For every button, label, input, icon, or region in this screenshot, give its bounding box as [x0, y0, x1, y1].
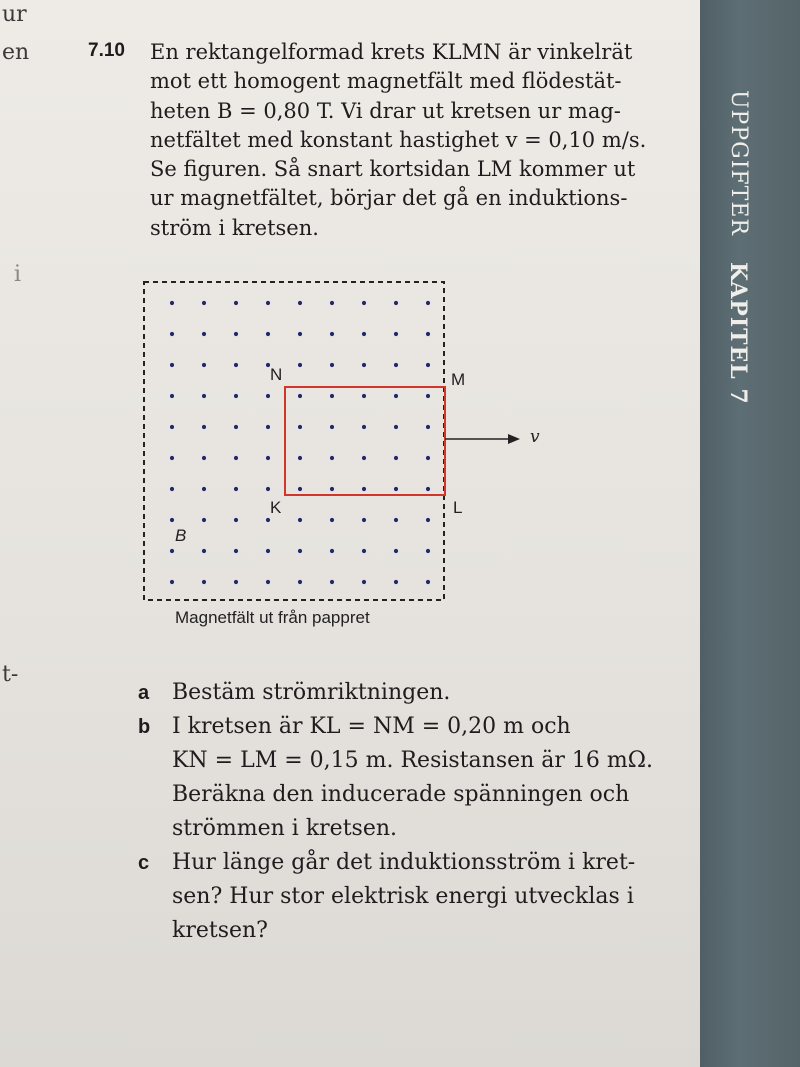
- margin-fragment: en: [2, 40, 30, 65]
- field-dot: [426, 363, 430, 367]
- field-dot: [330, 332, 334, 336]
- field-dot: [234, 394, 238, 398]
- field-dot: [394, 394, 398, 398]
- label-n: N: [270, 365, 283, 384]
- field-dot: [202, 487, 206, 491]
- field-dot: [202, 363, 206, 367]
- field-dot: [266, 518, 270, 522]
- field-dot: [202, 518, 206, 522]
- field-dot: [202, 332, 206, 336]
- field-dot: [298, 518, 302, 522]
- field-dot: [362, 580, 366, 584]
- field-dot: [330, 394, 334, 398]
- field-dot: [234, 580, 238, 584]
- field-dot: [426, 580, 430, 584]
- field-dot: [266, 487, 270, 491]
- question-b: [138, 710, 698, 846]
- problem-text-line: ström i kretsen.: [150, 215, 319, 240]
- problem-text-line: ur magnetfältet, börjar det gå en induktions-: [150, 186, 628, 211]
- question-a: [138, 676, 698, 710]
- field-dot: [426, 487, 430, 491]
- section-label: UPPGIFTER: [726, 90, 751, 236]
- field-dots: [170, 301, 430, 584]
- field-dot: [394, 580, 398, 584]
- field-dot: [394, 487, 398, 491]
- field-dot: [330, 580, 334, 584]
- margin-fragment: ur: [2, 2, 27, 27]
- question-line: KN = LM = 0,15 m. Resistansen är 16 mΩ.: [172, 748, 653, 773]
- field-dot: [330, 301, 334, 305]
- field-dot: [298, 549, 302, 553]
- field-dot: [266, 580, 270, 584]
- field-dot: [330, 456, 334, 460]
- question-line: sen? Hur stor elektrisk energi utvecklas i: [172, 884, 634, 909]
- field-dot: [298, 456, 302, 460]
- field-dot: [330, 363, 334, 367]
- field-dot: [394, 549, 398, 553]
- field-dot: [170, 301, 174, 305]
- field-dot: [362, 332, 366, 336]
- field-dot: [362, 456, 366, 460]
- field-dot: [362, 549, 366, 553]
- question-line: strömmen i kretsen.: [172, 816, 398, 841]
- field-dot: [202, 549, 206, 553]
- problem-number: 7.10: [88, 40, 125, 61]
- field-dot: [266, 301, 270, 305]
- label-m: M: [451, 370, 466, 389]
- field-dot: [394, 425, 398, 429]
- field-dot: [170, 456, 174, 460]
- label-b: B: [175, 526, 187, 545]
- question-letter: c: [138, 852, 150, 874]
- question-c: [138, 846, 698, 948]
- margin-fragment: i: [14, 262, 22, 287]
- field-dot: [298, 425, 302, 429]
- field-dot: [426, 549, 430, 553]
- field-diagram: [120, 270, 540, 610]
- field-dot: [234, 363, 238, 367]
- label-l: L: [453, 498, 463, 517]
- question-list: [138, 676, 698, 948]
- field-dot: [234, 332, 238, 336]
- label-v: v: [530, 427, 540, 447]
- question-line: Hur länge går det induktionsström i kret-: [172, 850, 636, 875]
- field-dot: [202, 456, 206, 460]
- field-dot: [234, 456, 238, 460]
- field-dot: [170, 425, 174, 429]
- side-tab-text: [725, 90, 751, 405]
- question-line: Bestäm strömriktningen.: [172, 680, 451, 705]
- field-dot: [298, 487, 302, 491]
- field-dot: [394, 518, 398, 522]
- field-dot: [362, 301, 366, 305]
- field-dot: [202, 301, 206, 305]
- problem-text-line: En rektangelformad krets KLMN är vinkelrät: [150, 40, 633, 64]
- field-dot: [170, 363, 174, 367]
- label-k: K: [270, 498, 282, 517]
- question-letter: b: [138, 716, 151, 738]
- field-dot: [266, 425, 270, 429]
- field-dot: [426, 332, 430, 336]
- field-dot: [170, 394, 174, 398]
- field-dot: [234, 425, 238, 429]
- field-dot: [202, 425, 206, 429]
- field-dot: [170, 549, 174, 553]
- field-dot: [362, 487, 366, 491]
- question-line: Beräkna den inducerade spänningen och: [172, 782, 630, 807]
- field-dot: [298, 580, 302, 584]
- field-dot: [426, 394, 430, 398]
- field-dot: [394, 332, 398, 336]
- field-dot: [266, 549, 270, 553]
- question-letter: a: [138, 682, 150, 704]
- field-dot: [362, 425, 366, 429]
- field-dot: [170, 580, 174, 584]
- problem-text: [150, 38, 680, 243]
- margin-fragment: t-: [2, 662, 19, 687]
- field-dot: [234, 549, 238, 553]
- field-dot: [298, 301, 302, 305]
- field-dot: [202, 580, 206, 584]
- field-dot: [234, 301, 238, 305]
- field-dot: [426, 425, 430, 429]
- field-dot: [362, 518, 366, 522]
- field-dot: [298, 363, 302, 367]
- problem-text-line: Se figuren. Så snart kortsidan LM kommer ut: [150, 157, 636, 182]
- question-line: kretsen?: [172, 918, 268, 943]
- field-dot: [394, 301, 398, 305]
- field-dot: [362, 363, 366, 367]
- chapter-label: KAPITEL 7: [725, 261, 751, 405]
- field-dot: [362, 394, 366, 398]
- field-dot: [298, 394, 302, 398]
- field-dot: [170, 518, 174, 522]
- magnetic-field-figure: [120, 270, 540, 640]
- field-dot: [394, 363, 398, 367]
- field-dot: [170, 332, 174, 336]
- field-dot: [330, 518, 334, 522]
- field-dot: [234, 518, 238, 522]
- problem-text-line: mot ett homogent magnetfält med flödestät-: [150, 69, 622, 94]
- field-dot: [330, 425, 334, 429]
- problem-text-line: heten B = 0,80 T. Vi drar ut kretsen ur mag-: [150, 98, 621, 123]
- field-dot: [266, 456, 270, 460]
- problem-text-line: netfältet med konstant hastighet v = 0,10 m/s.: [150, 127, 647, 152]
- field-dot: [298, 332, 302, 336]
- figure-caption: Magnetfält ut från pappret: [175, 608, 370, 627]
- field-dot: [170, 487, 174, 491]
- field-dot: [394, 456, 398, 460]
- field-dot: [426, 301, 430, 305]
- field-dot: [266, 332, 270, 336]
- question-line: I kretsen är KL = NM = 0,20 m och: [172, 714, 571, 739]
- circuit-rectangle: [285, 387, 445, 495]
- velocity-arrow-head: [508, 434, 520, 444]
- field-dot: [234, 487, 238, 491]
- field-region-border: [144, 282, 444, 600]
- field-dot: [330, 487, 334, 491]
- field-dot: [266, 394, 270, 398]
- field-dot: [202, 394, 206, 398]
- field-dot: [426, 518, 430, 522]
- field-dot: [330, 549, 334, 553]
- field-dot: [426, 456, 430, 460]
